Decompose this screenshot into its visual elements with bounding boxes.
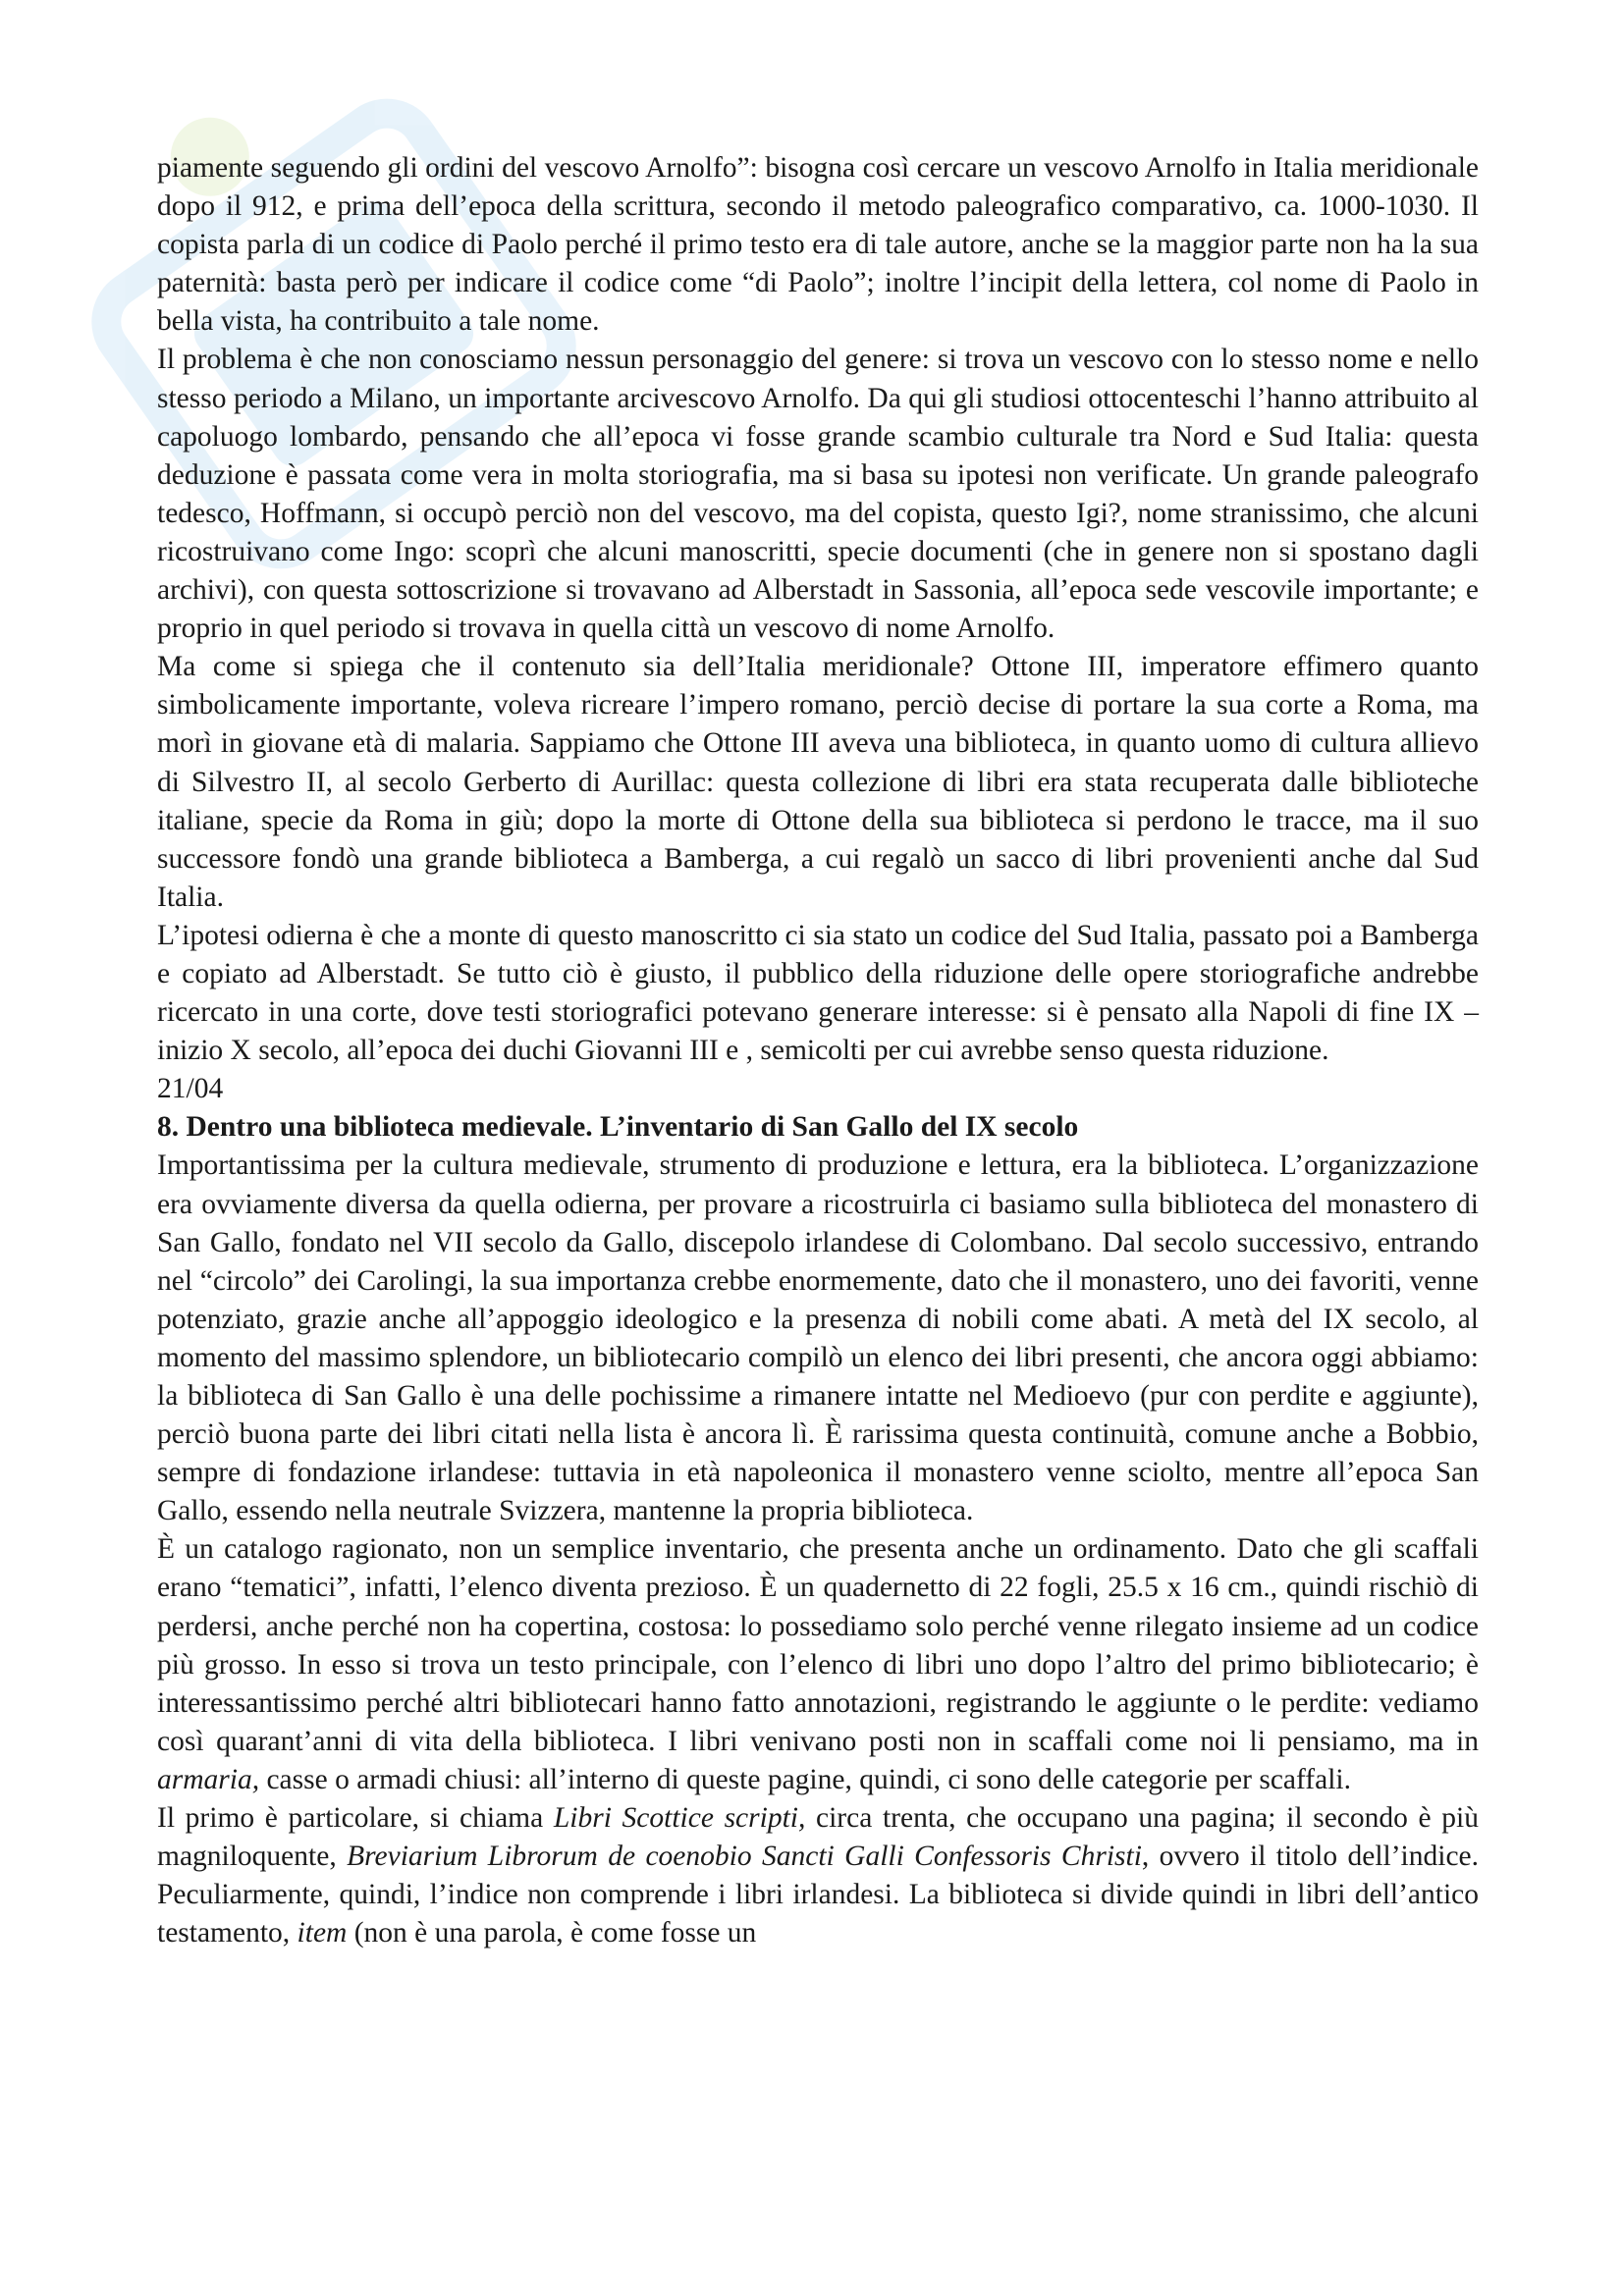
index-text-2: circa trenta, che occupano una pagina; il secondo è più magniloquente, xyxy=(157,1802,1479,1873)
paragraph-ottone: Ma come si spiega che il contenuto sia dell’Italia meridionale? Ottone III, imperatore effimero quanto simbolicamente importante, voleva ricreare l’impero romano, perciò decise di portare la sua corte a Roma, ma morì in giovane età di malaria. Sappiamo che Ottone III aveva una biblioteca, in quanto uomo di cultura allievo di Silvestro II, al secolo Gerberto di Aurillac: questa collezione di libri era stata recuperata dalle biblioteche italiane, specie da Roma in giù; dopo la morte di Ottone della sua biblioteca si perdono le tracce, ma il suo successore fondò una grande biblioteca a Bamberga, a cui regalò un sacco di libri provenienti anche dal Sud Italia. xyxy=(157,651,1479,913)
date-label: 21/04 xyxy=(157,1073,224,1105)
paragraph-ipotesi: L’ipotesi odierna è che a monte di questo manoscritto ci sia stato un codice del Sud Italia, passato poi a Bamberga e copiato ad Alberstadt. Se tutto ciò è giusto, il pubblico della riduzione delle opere storiografiche andrebbe ricercato in una corte, dove testi storiografici potevano generare interesse: si è pensato alla Napoli di fine IX – inizio X secolo, all’epoca dei duchi Giovanni III e , semicolti per cui avrebbe senso questa riduzione. xyxy=(157,919,1479,1067)
index-text-3: , ovvero il titolo dell’indice. Peculiarmente, quindi, l’indice non comprende i libri irlandesi. La biblioteca si divide quindi in libri dell’antico testamento, xyxy=(157,1841,1480,1949)
paragraph-catalogo xyxy=(157,1530,1479,1799)
paragraph-milano: Il problema è che non conosciamo nessun personaggio del genere: si trova un vescovo con lo stesso nome e nello stesso periodo a Milano, un importante arcivescovo Arnolfo. Da qui gli studiosi ottocenteschi l’hanno attribuito al capoluogo lombardo, pensando che all’epoca vi fosse grande scambio culturale tra Nord e Sud Italia: questa deduzione è passata come vera in molta storiografia, ma si basa su ipotesi non verificate. Un grande paleografo tedesco, Hoffmann, si occupò perciò non del vescovo, ma del copista, questo Igi?, nome stranissimo, che alcuni ricostruivano come Ingo: scoprì che alcuni manoscritti, specie documenti (che in genere non si spostano dagli archivi), con questa sottoscrizione si trovavano ad Alberstadt in Sassonia, all’epoca sede vescovile importante; e proprio in quel periodo si trovava in quella città un vescovo di nome Arnolfo. xyxy=(157,344,1479,645)
index-text-4: (non è una parola, è come fosse un xyxy=(347,1917,757,1949)
paragraph-san-gallo: Importantissima per la cultura medievale, strumento di produzione e lettura, era la biblioteca. L’organizzazione era ovviamente diversa da quella odierna, per provare a ricostruirla ci basiamo sulla biblioteca del monastero di San Gallo, fondato nel VII secolo da Gallo, discepolo irlandese di Colombano. Dal secolo successivo, entrando nel “circolo” dei Carolingi, la sua importanza crebbe enormemente, dato che il monastero, uno dei favoriti, venne potenziato, grazie anche all’appoggio ideologico e la presenza di nobili come abati. A metà del IX secolo, al momento del massimo splendore, un bibliotecario compilò un elenco dei libri presenti, che ancora oggi abbiamo: la biblioteca di San Gallo è una delle pochissime a rimanere intatte nel Medioevo (pur con perdite e aggiunte), perciò buona parte dei libri citati nella lista è ancora lì. È rarissima questa continuità, comune anche a Bobbio, sempre di fondazione irlandese: tuttavia in età napoleonica il monastero venne sciolto, mentre all’epoca San Gallo, essendo nella neutrale Svizzera, mantenne la propria biblioteca. xyxy=(157,1149,1479,1527)
document-page xyxy=(157,149,1479,1952)
paragraph-arnolfo: piamente seguendo gli ordini del vescovo Arnolfo”: bisogna così cercare un vescovo Arnolfo in Italia meridionale dopo il 912, e prima dell’epoca della scrittura, secondo il metodo paleografico comparativo, ca. 1000-1030. Il copista parla di un codice di Paolo perché il primo testo era di tale autore, anche se la maggior parte non ha la sua paternità: basta però per indicare il codice come “di Paolo”; inoltre l’incipit della lettera, col nome di Paolo in bella vista, ha contribuito a tale nome. xyxy=(157,152,1479,338)
catalog-text-2: casse o armadi chiusi: all’interno di queste pagine, quindi, ci sono delle categorie per scaffali. xyxy=(259,1763,1351,1795)
index-text-1: Il primo è particolare, si chiama xyxy=(157,1802,554,1835)
index-title-scottice: Libri Scottice scripti, xyxy=(553,1802,806,1835)
paragraph-indice xyxy=(157,1799,1479,1952)
index-title-breviarium: Breviarium Librorum de coenobio Sancti Galli Confessoris Christi xyxy=(347,1841,1142,1873)
catalog-text-1: È un catalogo ragionato, non un semplice inventario, che presenta anche un ordinamento. Dato che gli scaffali erano “tematici”, infatti, l’elenco diventa prezioso. È un quadernetto di 22 fogli, 25.5 x 16 cm., quindi rischiò di perdersi, anche perché non ha copertina, costosa: lo possediamo solo perché venne rilegato insieme ad un codice più grosso. In esso si trova un testo principale, con l’elenco di libri uno dopo l’altro del primo bibliotecario; è interessantissimo perché altri bibliotecari hanno fatto annotazioni, registrando le aggiunte o le perdite: vediamo così quarant’anni di vita della biblioteca. I libri venivano posti non in scaffali come noi li pensiamo, ma in xyxy=(157,1533,1479,1757)
catalog-term-armaria: armaria, xyxy=(157,1763,260,1795)
index-term-item: item xyxy=(297,1917,348,1949)
section-heading: 8. Dentro una biblioteca medievale. L’inventario di San Gallo del IX secolo xyxy=(157,1111,1079,1144)
